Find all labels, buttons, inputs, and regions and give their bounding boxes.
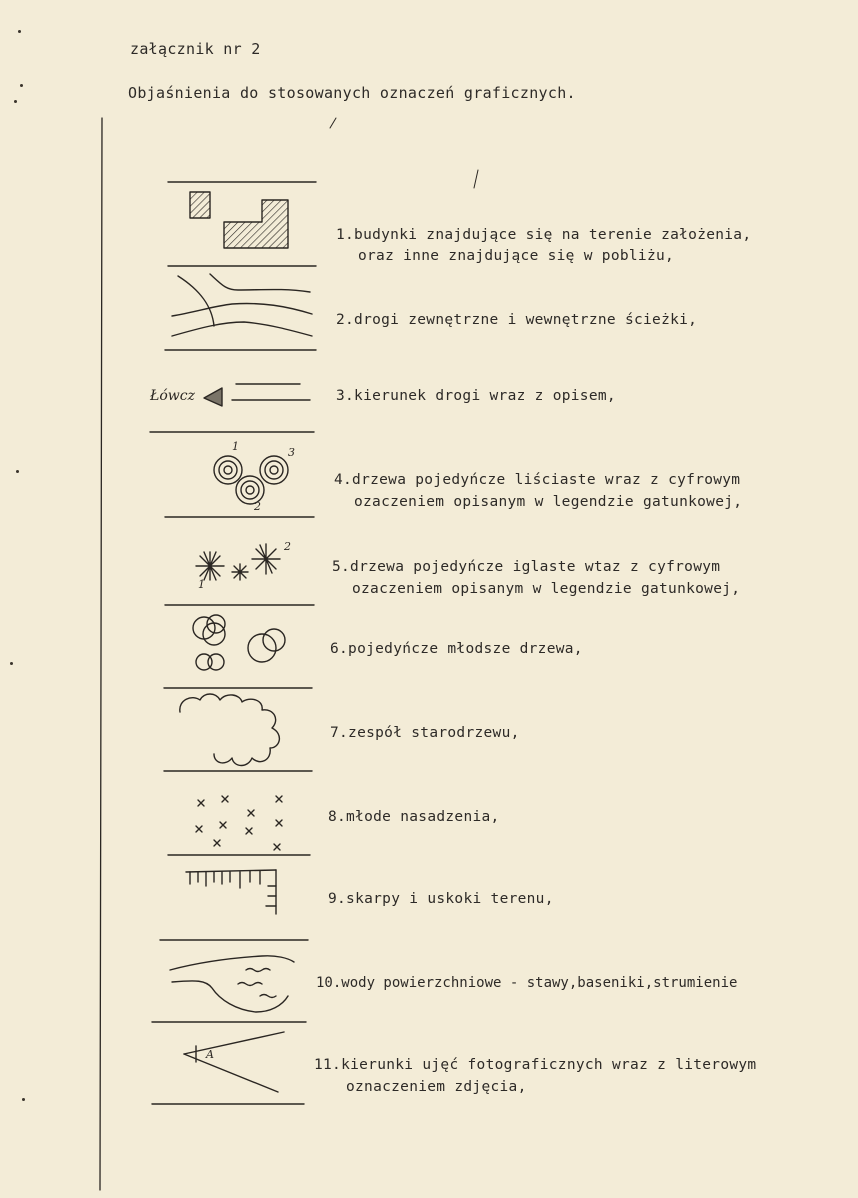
young-plantings-symbol [196,796,282,850]
conifer-number-1: 1 [198,578,205,591]
legend-item-9: 9.skarpy i uskoki terenu, [328,891,554,907]
legend-item-7: 7.zespół starodrzewu, [330,725,520,741]
legend-item-4-line2: ozaczeniem opisanym w legendzie gatunkowej, [354,494,743,510]
coniferous-trees-symbol [196,544,280,580]
photo-direction-symbol [184,1032,284,1092]
legend-item-1-line1: 1.budynki znajdujące się na terenie założenia, [336,227,752,243]
deciduous-number-3: 3 [288,446,295,459]
stray-mark [330,118,336,128]
legend-item-11-line1: 11.kierunki ujęć fotograficznych wraz z literowym [314,1057,757,1073]
legend-item-2: 2.drogi zewnętrzne i wewnętrzne ścieżki, [336,312,698,328]
attachment-label: załącznik nr 2 [130,40,261,58]
legend-item-10: 10.wody powierzchniowe - stawy,baseniki,strumienie [316,975,738,991]
deciduous-number-2: 2 [254,500,261,513]
legend-item-5-line1: 5.drzewa pojedyńcze iglaste wtaz z cyfrowym [332,559,721,575]
young-trees-symbol [193,615,285,670]
deciduous-trees-symbol [214,456,288,504]
slopes-symbol [186,870,276,914]
deciduous-number-1: 1 [232,440,239,453]
legend-item-11-line2: oznaczeniem zdjęcia, [346,1079,527,1095]
conifer-number-2: 2 [284,540,291,553]
road-direction-label: Łówcz [150,388,195,404]
old-trees-symbol [180,694,280,766]
legend-item-5-line2: ozaczeniem opisanym w legendzie gatunkowej, [352,581,741,597]
stray-mark [474,170,478,188]
roads-symbol [172,274,312,336]
water-symbol [170,956,294,1012]
legend-item-8: 8.młode nasadzenia, [328,809,500,825]
legend-item-1-line2: oraz inne znajdujące się w pobliżu, [358,248,675,264]
margin-rule [100,118,102,1190]
photo-letter: A [206,1048,214,1061]
buildings-symbol [190,192,288,248]
legend-item-4-line1: 4.drzewa pojedyńcze liściaste wraz z cyfrowym [334,472,741,488]
road-direction-symbol [204,384,310,406]
legend-item-3: 3.kierunek drogi wraz z opisem, [336,388,616,404]
page-title: Objaśnienia do stosowanych oznaczeń graficznych. [128,84,576,102]
legend-item-6: 6.pojedyńcze młodsze drzewa, [330,641,583,657]
